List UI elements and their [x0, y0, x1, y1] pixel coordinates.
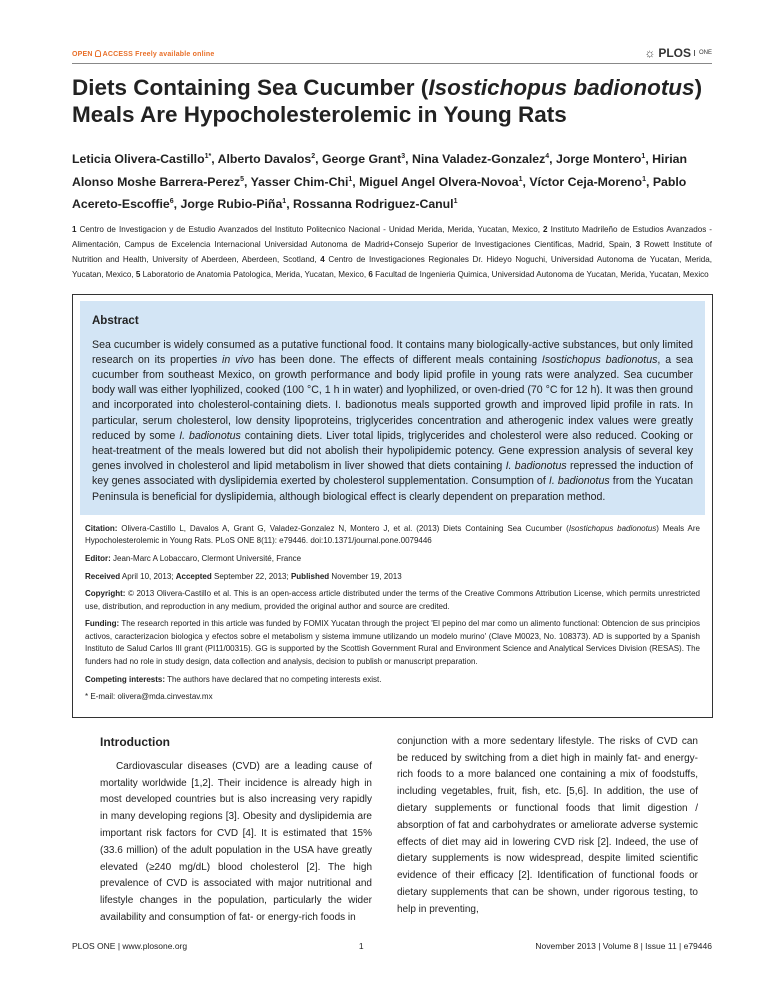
author-affiliation-mark: 1* — [204, 152, 212, 160]
published-date: November 19, 2013 — [331, 571, 402, 581]
label: Received — [85, 571, 121, 581]
label: Accepted — [175, 571, 212, 581]
abstract-part: , a sea cucumber from southeast Mexico, on growth performance and body lipid profile in young rats were analyzed. Sea cucumber body wall was either lyophilized, cooked (100 °C, 1 h in water) and lyophilized, or oven-dried (70 °C for 12 h). It was then ground and incorporated into cholesterol-containing diets. I. badionotus meals supported growth and improved lipid profile in rats. In particular, serum cholesterol, low density lipoproteins, triglycerides concentration and atherogenic index values were greatly reduced by some — [92, 353, 693, 442]
author-affiliation-mark: 2 — [311, 152, 316, 160]
author-name: Jorge Montero — [556, 152, 642, 166]
affiliation-text: Laboratorio de Anatomia Patologica, Merida, Yucatan, Mexico, — [142, 269, 367, 279]
intro-right-column: conjunction with a more sedentary lifestyle. The risks of CVD can be reduced by switching from a diet high in mainly fat- and energy-rich foods to a more balanced one containing a mix of foodstuffs, including vegetables, fruit, fish, etc. [5,6]. In addition, the use of dietary supplements or functional foods that limit digestion / absorption of fat and carbohydrates or ameliorate adverse systemic effects of diet may aid in lowering CVD risk [2]. Indeed, the use of dietary supplements is now widespread, despite limited scientific evidence of their efficacy [2]. Identification of functional foods or dietary supplements that can be shown, under rigorous testing, to help in preventing, — [397, 735, 698, 915]
author-affiliation-mark: 5 — [240, 175, 245, 183]
page-number: 1 — [358, 940, 364, 951]
abstract-italic: Isostichopus badionotus — [541, 353, 658, 366]
plos-one-logo — [644, 46, 712, 60]
freely-available-text: Freely available online — [135, 51, 215, 58]
author — [556, 152, 645, 166]
logo-plos: PLOS — [658, 46, 691, 60]
label: Citation: — [85, 523, 118, 533]
journal-header — [72, 46, 712, 64]
abstract-part: containing diets. Liver total lipids, triglycerides and cholesterol were also reduced. Cooking or heat-treatment of the meals lowered but did not abolish their hypolipidemic potency. Gene expression analysis of several key genes involved in cholesterol and lipid metabolism in liver showed that diets containing — [92, 429, 693, 473]
author — [529, 175, 646, 189]
section-heading-introduction: Introduction — [100, 734, 170, 749]
author — [218, 152, 316, 166]
label: Funding: — [85, 619, 120, 629]
author-name: Yasser Chim-Chi — [250, 174, 349, 189]
abstract-part: from the Yucatan Peninsula is beneficial for dyslipidemia, although biological effect is clearly dependent on preparation method. — [92, 475, 694, 503]
affiliation-text: Rowett Institute of Nutrition and Health, University of Aberdeen, Aberdeen, Scotland, — [72, 239, 712, 264]
author — [72, 152, 211, 166]
abstract-italic: I. badionotus — [179, 429, 241, 442]
editor-text: Jean-Marc A Lobaccaro, Clermont Université, France — [113, 553, 302, 563]
accepted-date: September 22, 2013; — [214, 571, 289, 581]
copyright-text: © 2013 Olivera-Castillo et al. This is an open-access article distributed under the terms of the Creative Commons Attribution License, which permits unrestricted use, distribution, and reproduction in any medium, provided the original author and source are credited. — [85, 589, 700, 611]
footer-journal: PLOS ONE | www.plosone.org — [72, 940, 188, 951]
affiliation-text: Instituto Madrileño de Estudios Avanzados - Alimentación, Campus de Excelencia Internacional Universidad Autonoma de Madrid+Consejo Superior de Investigaciones Cientificas, Madrid, Spain, — [72, 224, 713, 249]
open-access-banner — [72, 50, 214, 58]
abstract-part: Sea cucumber is widely consumed as a putative functional food. It contains many biologically-active substances, but only limited research on its properties — [92, 338, 693, 366]
page-footer — [72, 941, 712, 971]
label: Editor: — [85, 553, 111, 563]
affiliation-number: 4 — [320, 254, 325, 264]
author-affiliation-mark: 1 — [348, 175, 353, 183]
title-part: Diets Containing Sea Cucumber ( — [72, 75, 429, 100]
intro-left-column: Cardiovascular diseases (CVD) are a leading cause of mortality worldwide [1,2]. Their incidence is already high in most developed countries but is also increasing very rapidly in many developing regions [3]. Obesity and dyslipidemia are important risk factors for CVD [4]. It is estimated that 15% (33.6 million) of the adult population in the USA have greatly elevated (≥240 mg/dL) blood cholesterol [2]. The high prevalence of CVD is associated with major nutritional and lifestyle changes in the population, particularly the wider availability and consumption of fat- or energy-rich foods in — [100, 760, 372, 924]
editor — [85, 553, 700, 566]
author-affiliation-mark: 6 — [169, 197, 174, 205]
introduction-section — [72, 734, 713, 927]
citation-text: ) Meals Are Hypocholesterolemic in Young Rats. PLoS ONE 8(11): e79446. doi:10.1371/journal.pone.0079446 — [85, 523, 700, 546]
footer-issue: November 2013 | Volume 8 | Issue 11 | e79446 — [535, 940, 712, 951]
citation-italic: Isostichopus badionotus — [568, 523, 657, 533]
author-affiliation-mark: 1 — [641, 152, 646, 160]
intro-left-wrap — [100, 734, 372, 927]
abstract-frame — [72, 294, 713, 718]
author — [251, 175, 353, 189]
author-name: Leticia Olivera-Castillo — [72, 152, 205, 166]
author — [322, 152, 405, 166]
open-access-text: ACCESS — [102, 51, 134, 58]
copyright — [85, 588, 700, 613]
plos-sun-icon: ☼ — [644, 46, 656, 60]
abstract-part: has been done. The effects of different meals containing — [253, 353, 542, 366]
author — [412, 152, 549, 166]
abstract-part: repressed the induction of key genes associated with dyslipidemia exerted by cholesterol supplementation. Consumption of — [92, 460, 693, 488]
citation — [85, 523, 700, 548]
author-affiliation-mark: 1 — [282, 197, 287, 205]
logo-one: ONE — [694, 50, 712, 56]
label: Copyright: — [85, 589, 126, 599]
affiliation-text: Centro de Investigaciones Regionales Dr. Hideyo Noguchi, Universidad Autonoma de Yucatan, Merida, Yucatan, Mexico, — [72, 254, 712, 279]
affiliations — [72, 222, 712, 282]
paper-page — [72, 0, 713, 971]
affiliation-number: 1 — [72, 224, 77, 234]
abstract-heading: Abstract — [92, 314, 139, 327]
author-affiliation-mark: 1 — [518, 175, 523, 183]
author-name: George Grant — [321, 152, 402, 166]
author-affiliation-mark: 1 — [453, 197, 458, 205]
competing-text: The authors have declared that no competing interests exist. — [167, 674, 382, 684]
label: Competing interests: — [85, 674, 166, 684]
author-affiliation-mark: 3 — [401, 152, 406, 160]
affiliation-text: Centro de Investigacion y de Estudio Avanzados del Instituto Politecnico Nacional - Unidad Merida, Merida, Yucatan, Mexico, — [79, 224, 540, 234]
author-name: Nina Valadez-Gonzalez — [412, 152, 546, 166]
author — [359, 175, 522, 189]
email[interactable]: * E-mail: olivera@mda.cinvestav.mx — [85, 692, 213, 702]
abstract-italic: I. badionotus — [548, 475, 610, 488]
abstract-box — [80, 301, 705, 515]
author-list: Leticia Olivera-Castillo$^{1*}$, Alberto Davalos$^2$, George Grant$^3$, Nina Valadez-Gonzalez$^4$, Jorge Montero$^1$, Hirian Alonso Moshe Barrera-Perez$^5$, Yasser Chim-Chi$^1$, Miguel Angel Olvera-Novoa$^1$, Víctor Ceja-Moreno$^1$, Pablo Acereto-Escoffie$^6$, Jorge Rubio-Piña$^1$, Rossanna Rodriguez-Canul$^1$ — [72, 152, 688, 211]
author-name: Jorge Rubio-Piña — [180, 197, 283, 211]
open-lock-icon — [95, 50, 101, 57]
affiliation-number: 2 — [543, 224, 548, 234]
abstract-text — [92, 338, 693, 505]
title-part: ) Meals Are Hypocholesterolemic in Young Rats — [72, 75, 703, 127]
author-affiliation-mark: 1 — [642, 175, 646, 183]
article-metadata — [80, 523, 705, 704]
funding — [85, 618, 700, 668]
title-species: Isostichopus badionotus — [428, 75, 695, 100]
received-date: April 10, 2013; — [121, 571, 174, 581]
abstract-italic: in vivo — [222, 353, 254, 366]
author — [180, 197, 286, 211]
citation-text: Olivera-Castillo L, Davalos A, Grant G, Valadez-Gonzalez N, Montero J, et al. (2013) Diets Containing Sea Cucumber ( — [121, 523, 569, 533]
author-name: Hirian Alonso Moshe Barrera-Perez — [72, 152, 688, 189]
author-name: Alberto Davalos — [217, 152, 312, 166]
dates — [85, 571, 700, 584]
author-name: Pablo Acereto-Escoffie — [72, 174, 687, 211]
funding-text: The research reported in this article was funded by FOMIX Yucatan through the project 'El pepino del mar como un alimento functional: Obtencion de sus principios activos, caracterizacion biologica y efectos sobre el metabolism y sistema immune utilizando un modelo murino' (Clave M0023, No. 108373). AD is supported by a Spanish Instituto de Salud Carlos III grant (PI11/00315). GG is supported by the Scottish Government Rural and Environment Science and Analytical Services Division (RESAS). The funders had no role in study design, data collection and analysis, decision to publish or manuscript preparation. — [85, 619, 701, 667]
affiliation-number: 3 — [635, 239, 641, 249]
competing-interests — [85, 674, 700, 687]
label: Published — [290, 571, 330, 581]
abstract-italic: I. badionotus — [505, 460, 567, 473]
author-name: Rossanna Rodriguez-Canul — [293, 197, 454, 211]
open-access-text: OPEN — [72, 51, 93, 58]
author-name: Miguel Angel Olvera-Novoa — [359, 174, 519, 189]
affiliation-number: 5 — [135, 269, 141, 279]
affiliation-text: Facultad de Ingenieria Quimica, Universidad Autonoma de Yucatan, Merida, Yucatan, Mexico — [375, 269, 709, 279]
author-affiliation-mark: 4 — [545, 152, 550, 160]
author-name: Víctor Ceja-Moreno — [529, 174, 643, 189]
paper-title — [72, 74, 712, 128]
affiliation-number: 6 — [368, 269, 373, 279]
author — [293, 197, 457, 211]
